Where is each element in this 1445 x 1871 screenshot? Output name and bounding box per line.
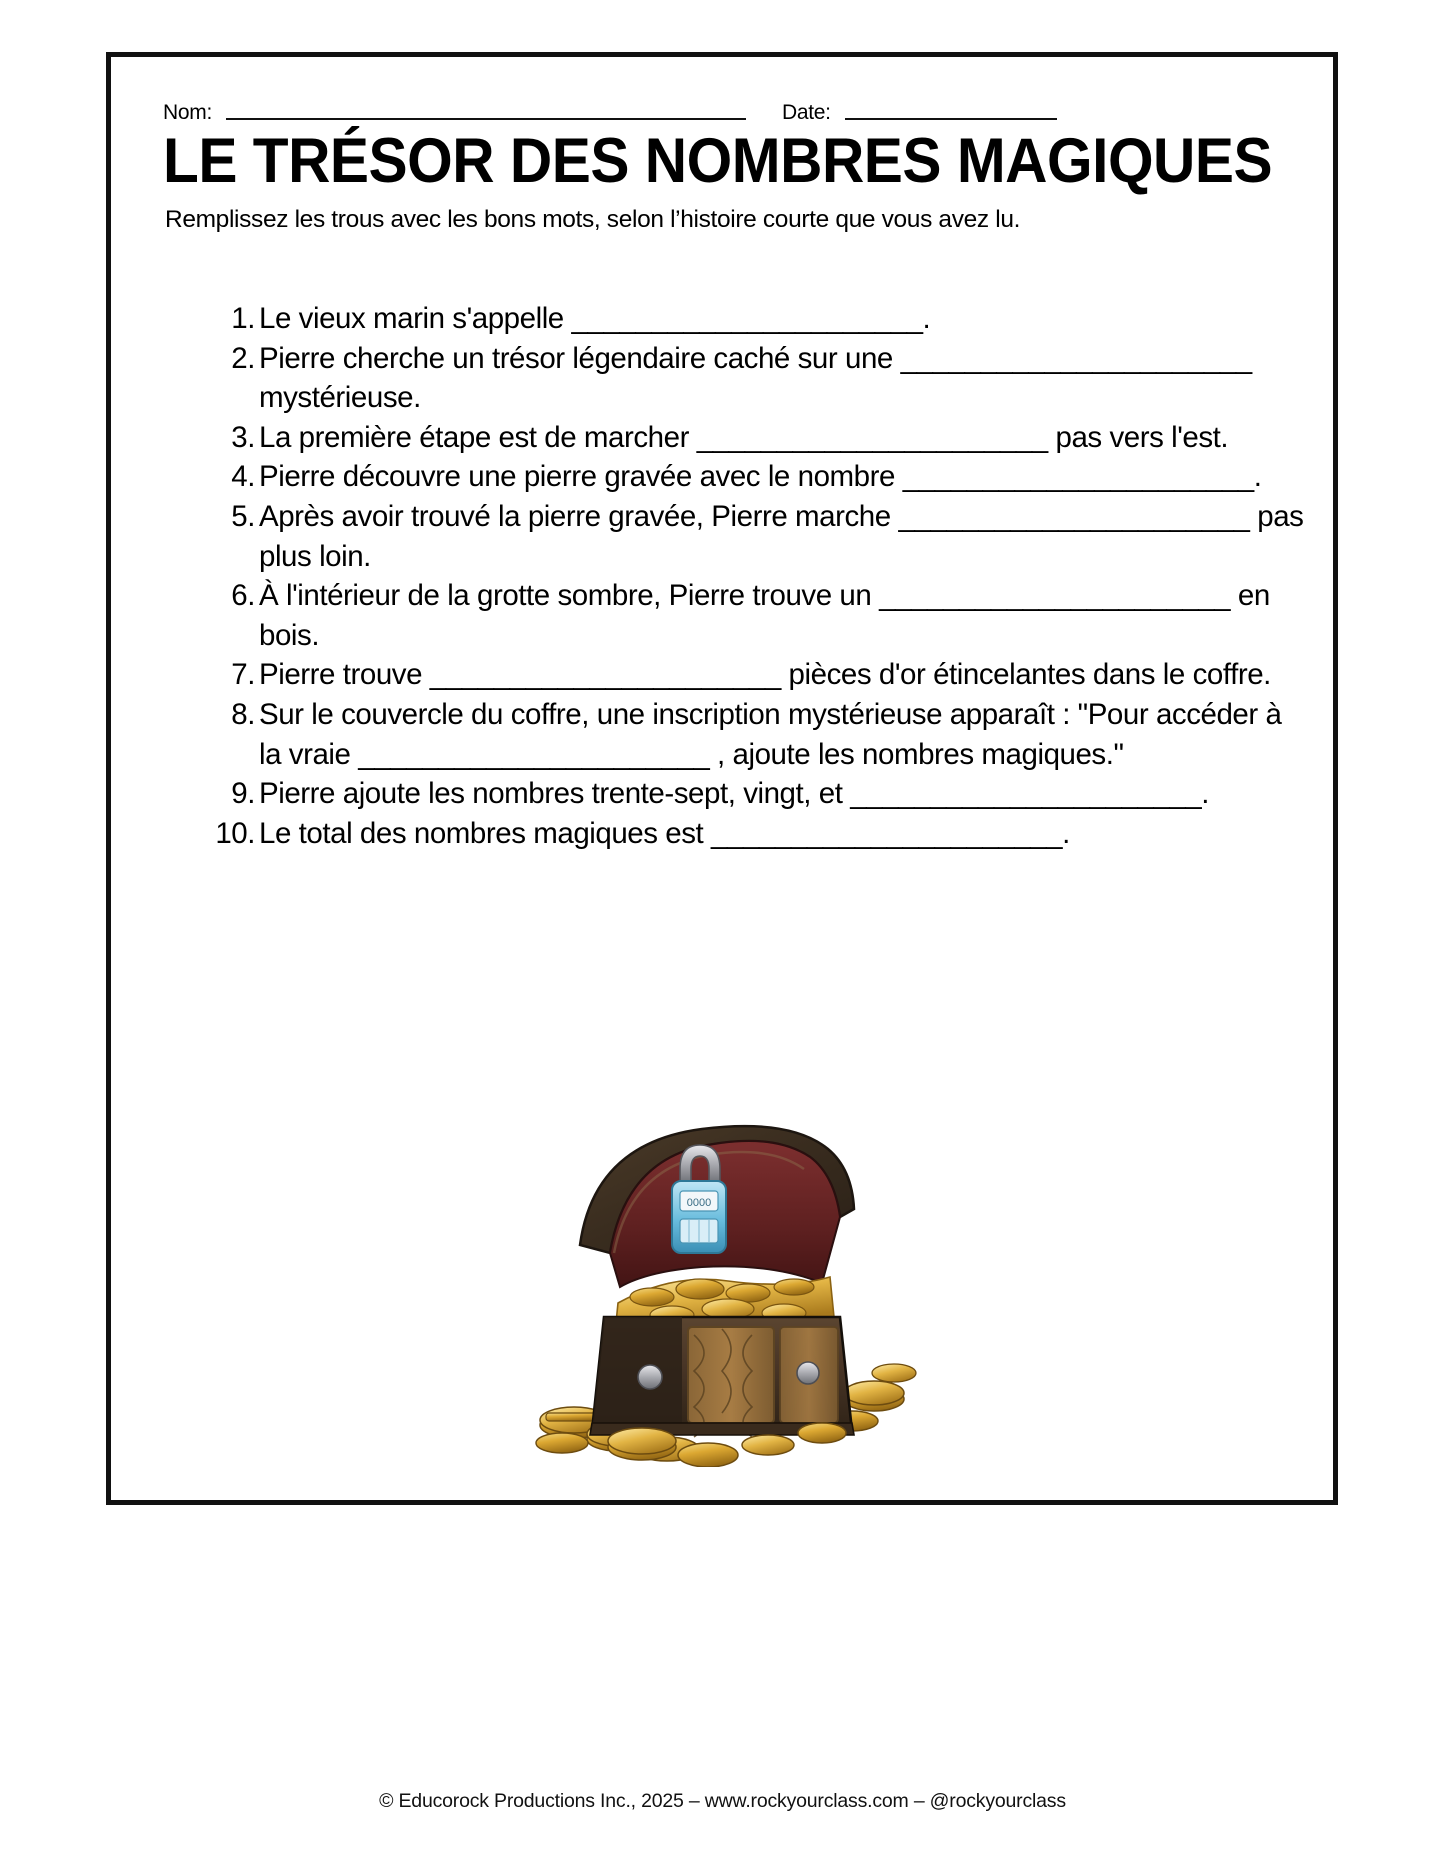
question-text: Pierre cherche un trésor légendaire caché sur une ______________________ mystérieuse. <box>259 341 1252 415</box>
question-text: Après avoir trouvé la pierre gravée, Pierre marche ______________________ pas plus loin. <box>259 499 1304 573</box>
question-number: 6. <box>231 579 255 613</box>
name-date-row <box>163 95 1285 125</box>
treasure-chest-icon <box>522 1077 922 1467</box>
worksheet-instructions: Remplissez les trous avec les bons mots, selon l’histoire courte que vous avez lu. <box>165 206 1021 233</box>
question-text: La première étape est de marcher ______________________ pas vers l'est. <box>259 420 1229 454</box>
question-text: Pierre découvre une pierre gravée avec le nombre ______________________. <box>259 460 1262 494</box>
question-item <box>201 457 1305 497</box>
question-number: 10. <box>215 816 255 850</box>
question-number: 8. <box>231 697 255 731</box>
question-item <box>201 695 1305 774</box>
question-number: 4. <box>231 460 255 494</box>
question-item <box>201 576 1305 655</box>
svg-text:0000: 0000 <box>686 1197 712 1209</box>
name-label: Nom: <box>163 101 212 124</box>
question-text: Pierre trouve ______________________ pièces d'or étincelantes dans le coffre. <box>259 658 1271 692</box>
question-item <box>201 655 1305 695</box>
worksheet-border-frame <box>106 52 1338 1505</box>
date-label: Date: <box>781 101 831 124</box>
question-item <box>201 339 1305 418</box>
footer-credit: © Educorock Productions Inc., 2025 – www.rockyourclass.com – @rockyourclass <box>379 1790 1066 1812</box>
name-input-line[interactable] <box>226 118 746 120</box>
date-input-line[interactable] <box>845 118 1057 120</box>
treasure-chest-svg <box>522 1077 922 1467</box>
illustration-container <box>111 1077 1333 1477</box>
question-number: 5. <box>231 499 255 533</box>
question-list <box>161 299 1305 853</box>
chest-stud-right <box>797 1362 819 1384</box>
question-text: Sur le couvercle du coffre, une inscription mystérieuse apparaît : "Pour accéder à la vraie ______________________ , ajoute les nombres magiques." <box>259 697 1282 771</box>
chest-stud-left <box>638 1365 662 1389</box>
question-item <box>201 774 1305 814</box>
question-text: Le total des nombres magiques est ______________________. <box>259 816 1070 850</box>
question-item <box>201 299 1305 339</box>
question-text: Le vieux marin s'appelle ______________________. <box>259 302 931 335</box>
question-item <box>201 497 1305 576</box>
chest-center-panel <box>688 1327 774 1423</box>
question-item <box>201 418 1305 458</box>
question-number: 7. <box>231 658 255 692</box>
question-text: Pierre ajoute les nombres trente-sept, vingt, et ______________________. <box>259 777 1209 811</box>
question-text: À l'intérieur de la grotte sombre, Pierre trouve un ______________________ en bois. <box>259 579 1270 652</box>
question-number: 1. <box>231 302 255 335</box>
question-number: 2. <box>231 341 255 375</box>
question-item <box>201 814 1305 854</box>
question-number: 9. <box>231 777 255 811</box>
worksheet-title: LE TRÉSOR DES NOMBRES MAGIQUES <box>163 126 1273 196</box>
question-number: 3. <box>231 420 255 454</box>
